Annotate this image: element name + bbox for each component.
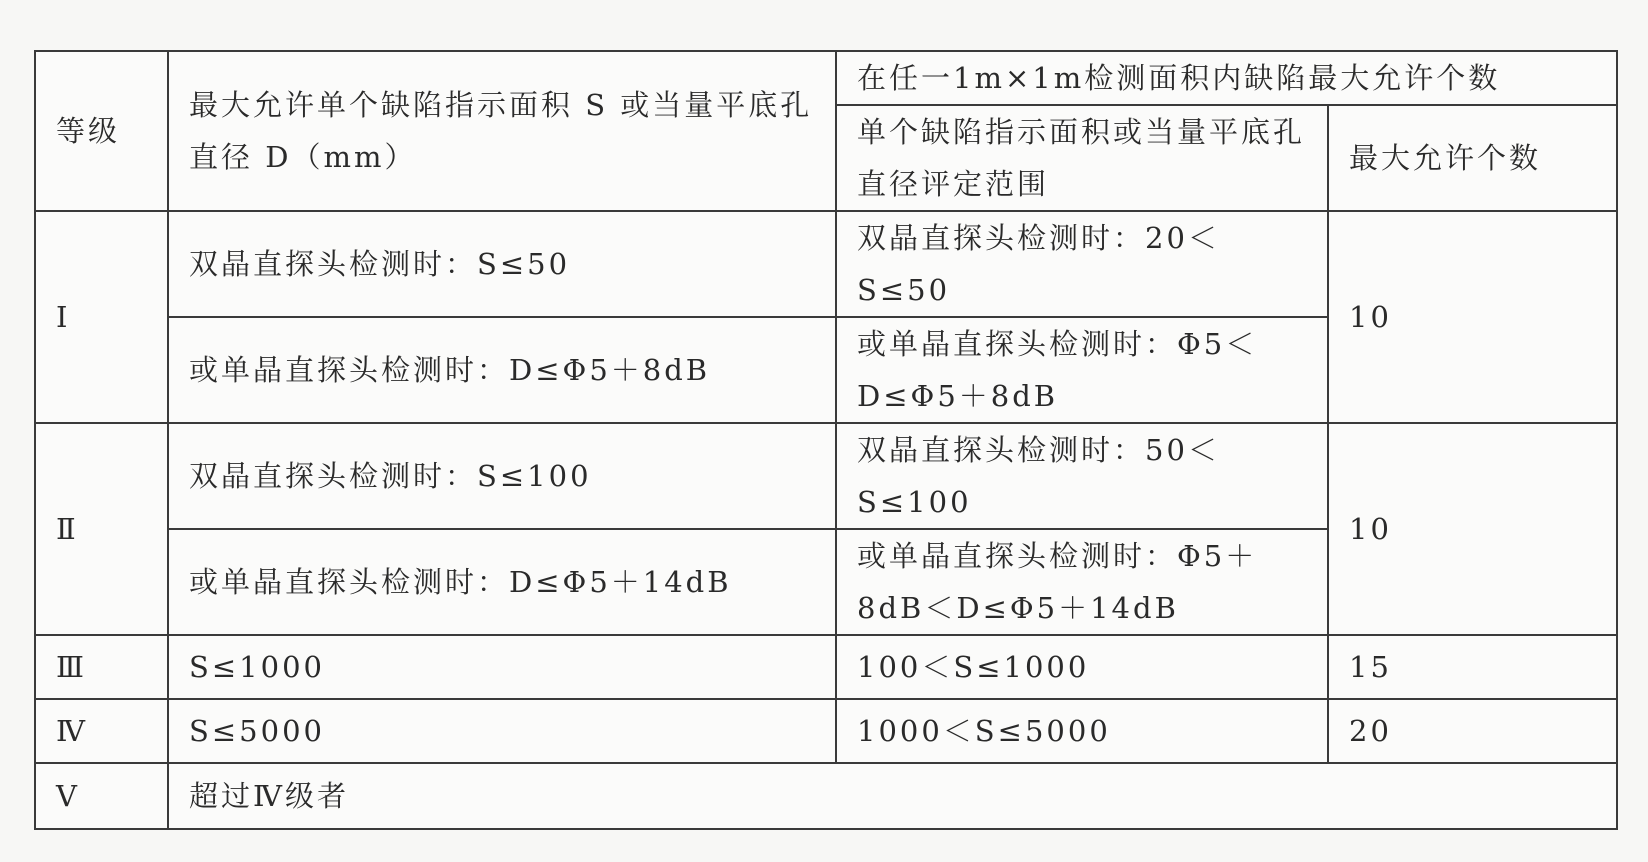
header-max-count: 最大允许个数 — [1328, 105, 1617, 211]
grade-1-count: 10 — [1328, 211, 1617, 423]
grade-2-label: Ⅱ — [35, 423, 168, 635]
header-max-single-area: 最大允许单个缺陷指示面积 S 或当量平底孔直径 D（mm） — [168, 51, 836, 211]
defect-grade-table — [34, 50, 1618, 830]
grade-3-label: Ⅲ — [35, 635, 168, 699]
grade-4-single: S≤5000 — [168, 699, 836, 763]
grade-1-label: Ⅰ — [35, 211, 168, 423]
grade-1-single-dual: 双晶直探头检测时：S≤50 — [168, 211, 836, 317]
grade-5-label: Ⅴ — [35, 763, 168, 829]
grade-2-count: 10 — [1328, 423, 1617, 635]
grade-2-single-mono: 或单晶直探头检测时：D≤Φ5＋14dB — [168, 529, 836, 635]
header-max-count-group: 在任一1m×1m检测面积内缺陷最大允许个数 — [836, 51, 1617, 105]
grade-4-label: Ⅳ — [35, 699, 168, 763]
grade-5-note: 超过Ⅳ级者 — [168, 763, 1617, 829]
grade-1-range-mono: 或单晶直探头检测时：Φ5＜D≤Φ5＋8dB — [836, 317, 1328, 423]
grade-4-range: 1000＜S≤5000 — [836, 699, 1328, 763]
grade-1-range-dual: 双晶直探头检测时：20＜S≤50 — [836, 211, 1328, 317]
grade-2-range-dual: 双晶直探头检测时：50＜S≤100 — [836, 423, 1328, 529]
grade-3-range: 100＜S≤1000 — [836, 635, 1328, 699]
header-eval-range: 单个缺陷指示面积或当量平底孔直径评定范围 — [836, 105, 1328, 211]
grade-1-single-mono: 或单晶直探头检测时：D≤Φ5＋8dB — [168, 317, 836, 423]
grade-2-range-mono: 或单晶直探头检测时：Φ5＋8dB＜D≤Φ5＋14dB — [836, 529, 1328, 635]
grade-3-count: 15 — [1328, 635, 1617, 699]
grade-3-single: S≤1000 — [168, 635, 836, 699]
grade-4-count: 20 — [1328, 699, 1617, 763]
header-grade: 等级 — [35, 51, 168, 211]
grade-2-single-dual: 双晶直探头检测时：S≤100 — [168, 423, 836, 529]
